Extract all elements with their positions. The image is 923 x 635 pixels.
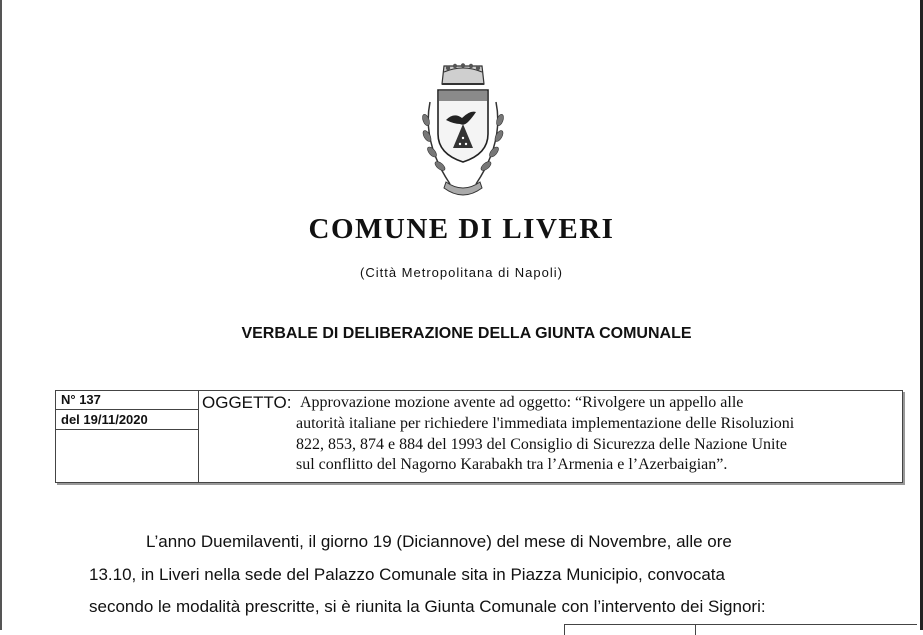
deliberation-number-cell <box>56 391 199 482</box>
deliberation-number: N° 137 <box>56 391 198 410</box>
oggetto-text <box>296 414 896 476</box>
page-title: COMUNE DI LIVERI <box>308 213 615 245</box>
section-heading: VERBALE DI DELIBERAZIONE DELLA GIUNTA COMUNALE <box>241 325 692 342</box>
body-line-2: 13.10, in Liveri nella sede del Palazzo Comunale sita in Piazza Municipio, convocata <box>89 565 725 584</box>
table-column-divider <box>695 625 696 635</box>
oggetto-line-1: Approvazione mozione avente ad oggetto: “Rivolgere un appello alle <box>300 394 744 411</box>
coat-of-arms-icon <box>410 62 516 204</box>
page-subtitle: (Città Metropolitana di Napoli) <box>360 265 563 280</box>
deliberation-date: del 19/11/2020 <box>56 411 198 430</box>
oggetto-line-4: sul conflitto del Nagorno Karabakh tra l’Armenia e l’Azerbaigian”. <box>296 456 728 473</box>
oggetto-label: OGGETTO: <box>202 393 292 412</box>
body-line-1: L’anno Duemilaventi, il giorno 19 (Diciannove) del mese di Novembre, alle ore <box>146 532 732 551</box>
page-left-edge <box>0 0 2 630</box>
oggetto-box <box>55 390 903 483</box>
oggetto-line-2: autorità italiane per richiedere l'immediata implementazione delle Risoluzioni <box>296 415 795 432</box>
oggetto-line-3: 822, 853, 874 e 884 del 1993 del Consiglio di Sicurezza delle Nazione Unite <box>296 435 787 453</box>
body-line-3: secondo le modalità prescritte, si è riunita la Giunta Comunale con l’intervento dei Signori: <box>89 597 766 616</box>
